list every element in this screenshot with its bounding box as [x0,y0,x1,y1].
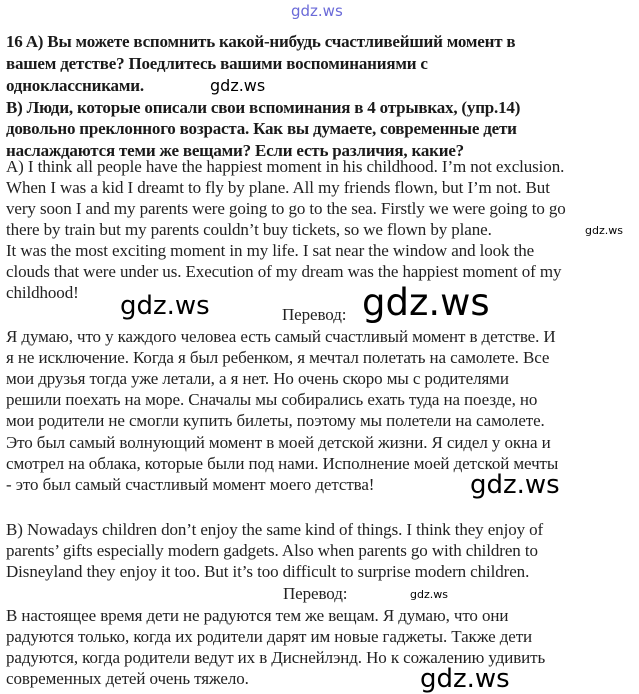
answer-line: parents’ gifts especially modern gadgets. Also when parents go with children to [6,541,538,560]
answer-line: It was the most exciting moment in my life. I sat near the window and look the [6,241,535,260]
answer-line: When I was a kid I dreamt to fly by plane. All my friends flown, but I’m not. But [6,178,550,197]
translation-line: Это был самый волнующий момент в моей детской жизни. Я сидел у окна и [6,433,551,452]
task-line: 16 A) Вы можете вспомнить какой-нибудь счастливейший момент в [6,32,516,51]
answer-line: A) I think all people have the happiest moment in his childhood. I’m not exclusion. [6,157,565,176]
watermark: gdz.ws [420,664,510,694]
answer-line: B) Nowadays children don’t enjoy the same kind of things. I think they enjoy of [6,520,544,539]
task-line: наслаждаются теми же вещами? Если есть различия, какие? [6,141,464,160]
translation-line: решили поехать на море. Сначалы мы собирались ехать туда на поезде, но [6,390,538,409]
watermark: gdz.ws [585,224,623,237]
translation-label: Перевод: [282,305,347,324]
watermark: gdz.ws [291,2,343,20]
translation-line: радуются только, когда их родители дарят им новые гаджеты. Также дети [6,627,533,646]
task-line: вашем детстве? Поедлитесь вашими воспоминаниями с [6,54,428,73]
watermark: gdz.ws [362,281,490,324]
translation-line: радуются, когда родители ведут их в Диснейлэнд. Но к сожалению удивить [6,648,546,667]
translation-line: Я думаю, что у каждого человеа есть самый счастливый момент в детстве. И [6,327,556,346]
translation-line: В настоящее время дети не радуются тем же вещам. Я думаю, что они [6,606,509,625]
watermark: gdz.ws [410,588,448,601]
answer-line: clouds that were under us. Execution of my dream was the happiest moment of my [6,262,562,281]
watermark: gdz.ws [210,76,266,95]
translation-line: мои родители не смогли купить билеты, поэтому мы полетели на самолете. [6,411,545,430]
translation-line: современных детей очень тяжело. [6,669,249,688]
task-line: B) Люди, которые описали свои вспоминания в 4 отрывках, (упр.14) [6,98,521,117]
translation-line: смотрел на облака, которые были под нами. Исполнение моей детской мечты [6,454,559,473]
watermark: gdz.ws [120,291,210,321]
translation-line: - это был самый счастливый момент моего детства! [6,475,375,494]
answer-line: Disneyland they enjoy it too. But it’s too difficult to surprise modern children. [6,562,530,581]
watermark: gdz.ws [470,470,560,500]
translation-line: я не исключение. Когда я был ребенком, я мечтал полетать на самолете. Все [6,348,550,367]
translation-label: Перевод: [283,584,348,603]
task-line: одноклассниками. [6,76,144,95]
answer-line: childhood! [6,283,79,302]
answer-line: very soon I and my parents were going to go to the sea. Firstly we were going to go [6,199,566,218]
translation-line: мои друзья тогда уже летали, а я нет. Но очень скоро мы с родителями [6,369,509,388]
answer-line: there by train but my parents couldn’t buy tickets, so we flown by plane. [6,220,492,239]
task-line: довольно преклонного возраста. Как вы думаете, современные дети [6,119,517,138]
